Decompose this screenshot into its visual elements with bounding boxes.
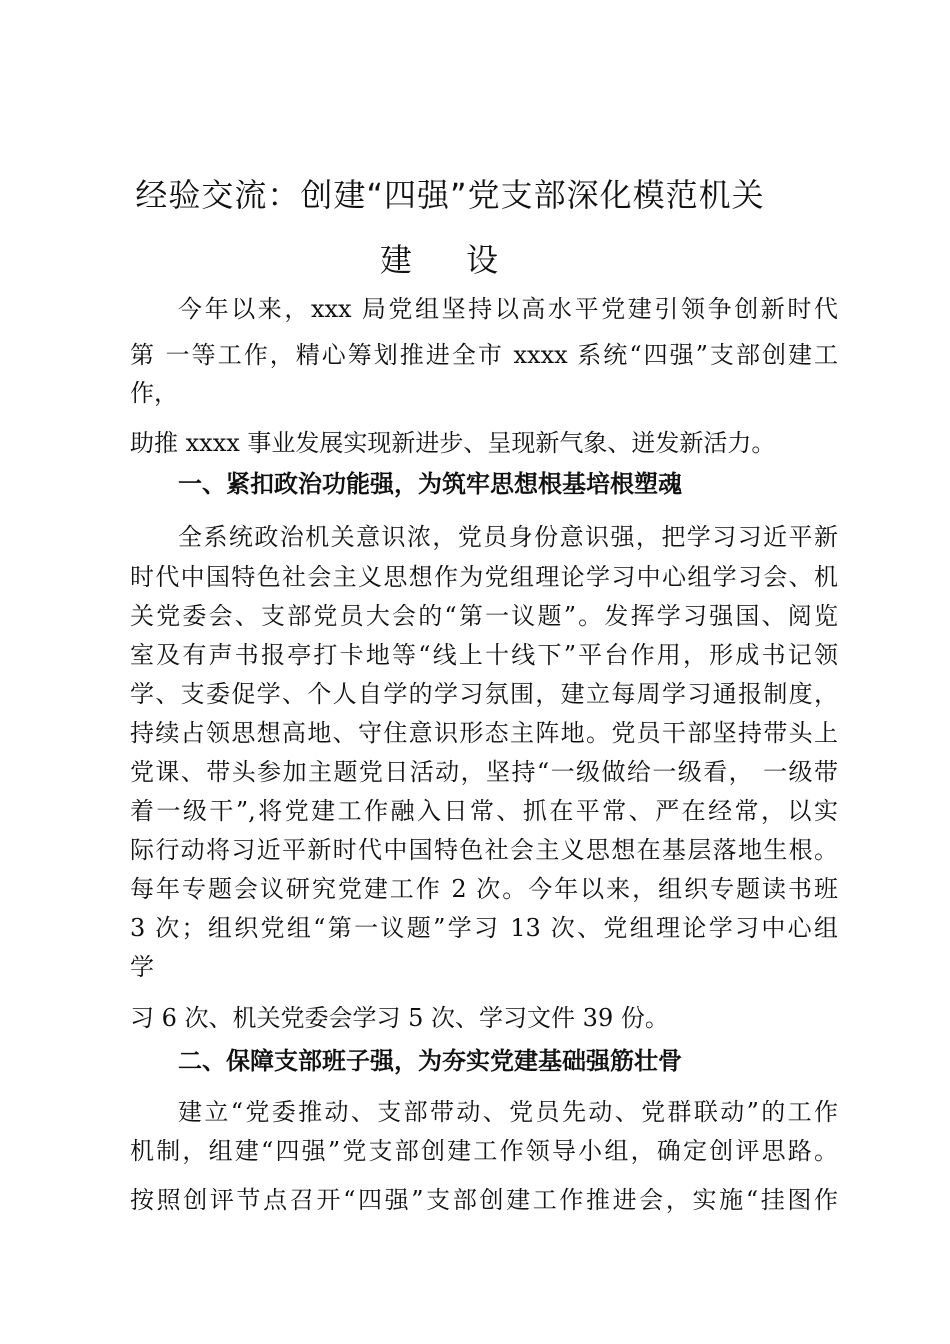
section1-line-9: 际行动将习近平新时代中国特色社会主义思想在基层落地生根。 — [130, 836, 838, 864]
section1-line-7: 党课、带头参加主题党日活动，坚持“一级做给一级看， 一级带 — [130, 758, 838, 786]
section1-line-5: 学、支委促学、个人自学的学习氛围，建立每周学习通报制度， — [130, 680, 838, 708]
section1-line-2: 时代中国特色社会主义思想作为党组理论学习中心组学习会、机 — [130, 563, 838, 591]
intro-line-2: 第 一等工作，精心筹划推进全市 xxxx 系统“四强”支部创建工 — [130, 341, 838, 369]
section2-heading: 二、保障支部班子强，为夯实党建基础强筋壮骨 — [178, 1047, 682, 1075]
section1-line-11: 3 次；组织党组“第一议题”学习 13 次、党组理论学习中心组 — [130, 914, 838, 942]
document-title-line1: 经验交流：创建“四强”党支部深化模范机关 — [135, 176, 765, 214]
intro-line-3: 作， — [130, 379, 178, 407]
section1-line-6: 持续占领思想高地、守住意识形态主阵地。党员干部坚持带头上 — [130, 719, 838, 747]
document-title-line2: 建 设 — [379, 241, 521, 279]
section1-line-1: 全系统政治机关意识浓，党员身份意识强，把学习习近平新 — [178, 523, 838, 551]
section2-line-1: 建立“党委推动、支部带动、党员先动、党群联动”的工作 — [178, 1098, 838, 1126]
intro-line-1: 今年以来，xxx 局党组坚持以高水平党建引领争创新时代 — [178, 295, 838, 323]
section1-line-13: 习 6 次、机关党委会学习 5 次、学习文件 39 份。 — [130, 1004, 669, 1032]
section1-line-10: 每年专题会议研究党建工作 2 次。今年以来，组织专题读书班 — [130, 875, 838, 903]
section2-line-3: 按照创评节点召开“四强”支部创建工作推进会，实施“挂图作 — [130, 1186, 838, 1214]
intro-line-4: 助推 xxxx 事业发展实现新进步、呈现新气象、迸发新活力。 — [130, 429, 776, 457]
section1-line-8: 着一级干”,将党建工作融入日常、抓在平常、严在经常，以实 — [130, 797, 838, 825]
section1-line-4: 室及有声书报亭打卡地等“线上十线下”平台作用，形成书记领 — [130, 641, 838, 669]
section1-line-3: 关党委会、支部党员大会的“第一议题”。发挥学习强国、阅览 — [130, 602, 838, 630]
section2-line-2: 机制，组建“四强”党支部创建工作领导小组，确定创评思路。 — [130, 1137, 838, 1165]
section1-heading: 一、紧扣政治功能强，为筑牢思想根基培根塑魂 — [178, 470, 682, 498]
section1-line-12: 学 — [130, 953, 154, 981]
